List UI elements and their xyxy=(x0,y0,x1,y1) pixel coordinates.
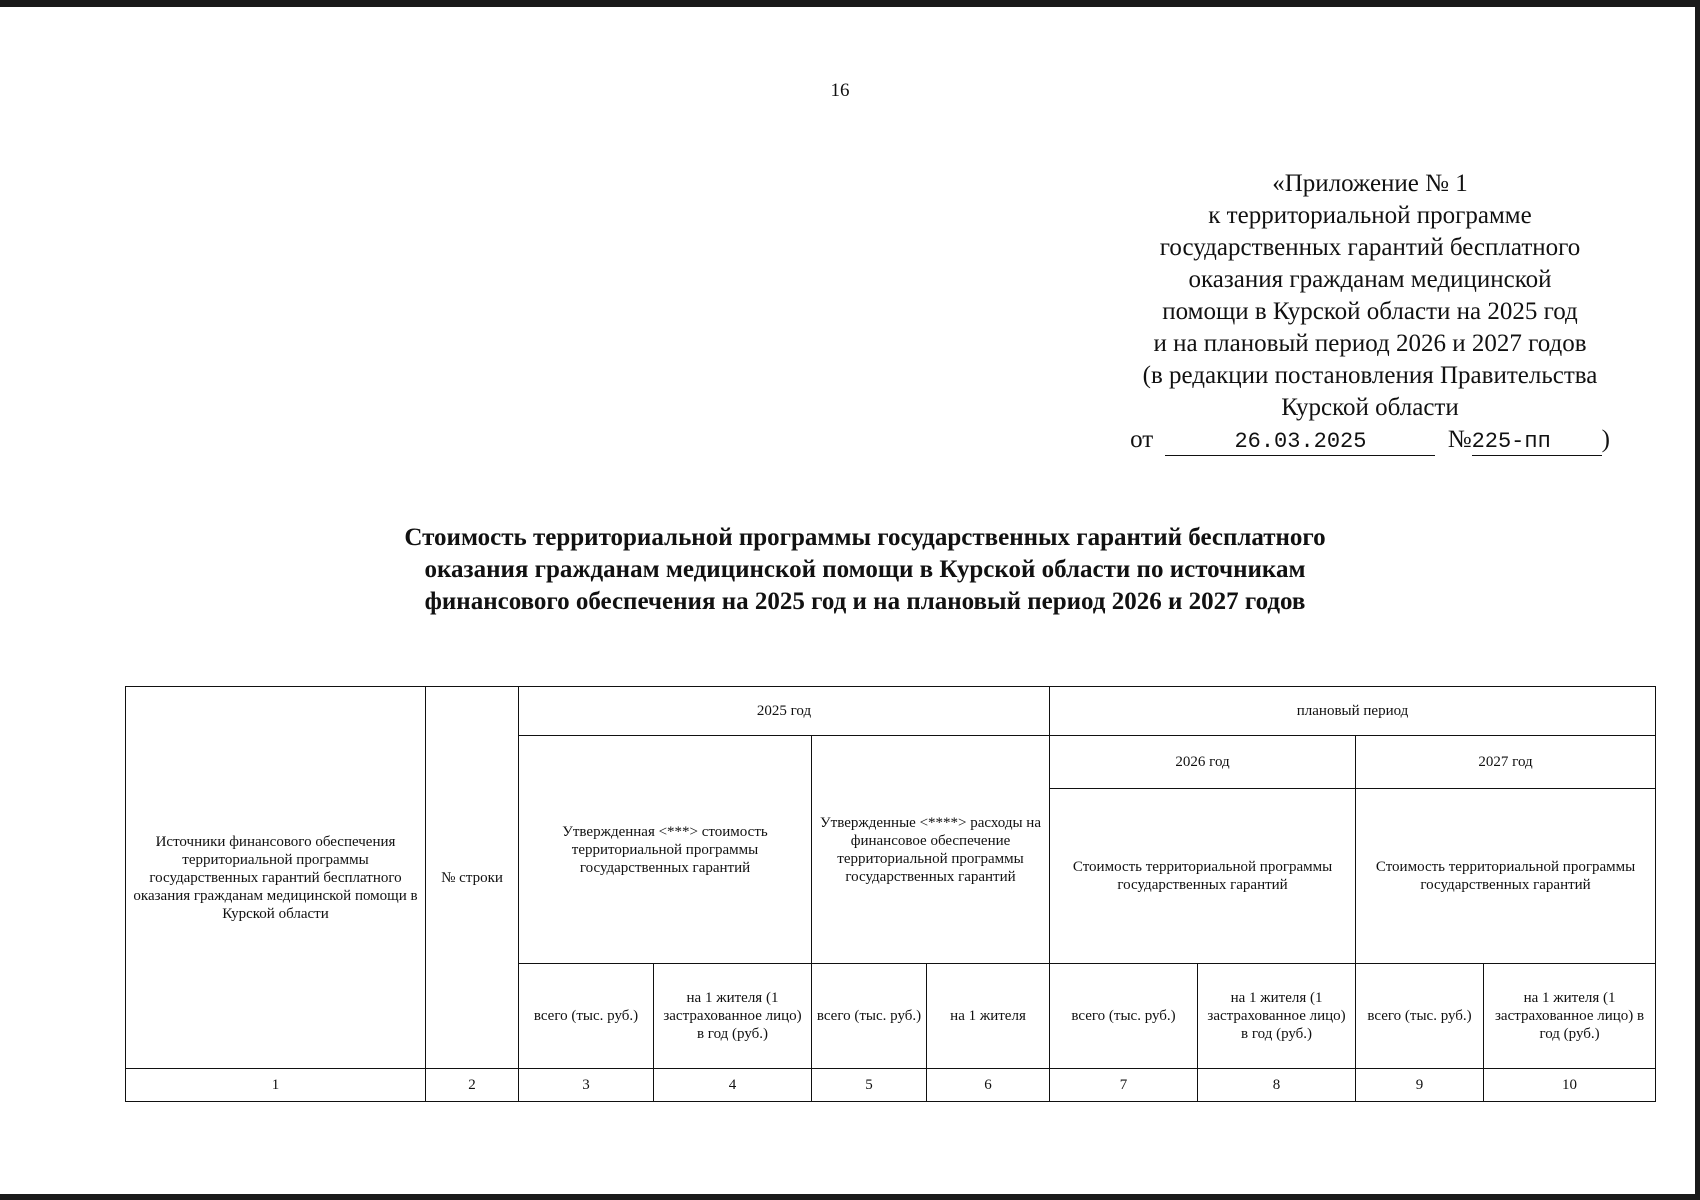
header-approved-cost: Утвержденная <***> стоимость территориальной программы государственных гарантий xyxy=(519,736,812,964)
title-line: финансового обеспечения на 2025 год и на плановый период 2026 и 2027 годов xyxy=(424,588,1306,615)
appendix-line: оказания гражданам медицинской xyxy=(1188,266,1552,293)
appendix-line: государственных гарантий бесплатного xyxy=(1159,234,1581,261)
column-number: 6 xyxy=(927,1069,1050,1102)
appendix-line: к территориальной программе xyxy=(1208,202,1532,229)
column-number: 5 xyxy=(812,1069,927,1102)
title-line: оказания гражданам медицинской помощи в Курской области по источникам xyxy=(424,556,1306,583)
header-year-2025: 2025 год xyxy=(519,687,1050,736)
appendix-header xyxy=(1080,168,1660,456)
resolution-reference-line xyxy=(1080,424,1660,456)
financing-table xyxy=(125,686,1656,1102)
number-label: № xyxy=(1447,426,1472,453)
subheader-per-capita-2027: на 1 жителя (1 застрахованное лицо) в год (руб.) xyxy=(1484,964,1656,1069)
close-paren: ) xyxy=(1601,426,1610,453)
column-number: 7 xyxy=(1050,1069,1198,1102)
header-cost-2027: Стоимость территориальной программы государственных гарантий xyxy=(1356,789,1656,964)
column-number: 1 xyxy=(126,1069,426,1102)
resolution-number: 225-пп xyxy=(1472,429,1602,456)
appendix-line: «Приложение № 1 xyxy=(1272,170,1468,197)
title-line: Стоимость территориальной программы государственных гарантий бесплатного xyxy=(404,524,1326,551)
subheader-total-2027: всего (тыс. руб.) xyxy=(1356,964,1484,1069)
column-number: 2 xyxy=(426,1069,519,1102)
column-number: 8 xyxy=(1198,1069,1356,1102)
subheader-total-2026: всего (тыс. руб.) xyxy=(1050,964,1198,1069)
page-number: 16 xyxy=(830,80,850,101)
column-number: 9 xyxy=(1356,1069,1484,1102)
scan-border-top xyxy=(0,0,1700,7)
subheader-per-capita-expenses: на 1 жителя xyxy=(927,964,1050,1069)
header-year-2027: 2027 год xyxy=(1356,736,1656,789)
scan-border-bottom xyxy=(0,1194,1700,1200)
subheader-per-capita-2025: на 1 жителя (1 застрахованное лицо) в год (руб.) xyxy=(654,964,812,1069)
resolution-date: 26.03.2025 xyxy=(1165,429,1435,456)
document-title xyxy=(300,522,1430,618)
column-number: 10 xyxy=(1484,1069,1656,1102)
subheader-total-2025: всего (тыс. руб.) xyxy=(519,964,654,1069)
appendix-line: помощи в Курской области на 2025 год xyxy=(1162,298,1578,325)
header-year-2026: 2026 год xyxy=(1050,736,1356,789)
appendix-line: (в редакции постановления Правительства xyxy=(1142,362,1598,389)
from-label: от xyxy=(1130,426,1154,453)
column-number: 3 xyxy=(519,1069,654,1102)
column-numbers-row xyxy=(126,1069,1656,1102)
subheader-per-capita-2026: на 1 жителя (1 застрахованное лицо) в год (руб.) xyxy=(1198,964,1356,1069)
column-number: 4 xyxy=(654,1069,812,1102)
appendix-line: и на плановый период 2026 и 2027 годов xyxy=(1153,330,1587,357)
appendix-line: Курской области xyxy=(1281,394,1459,421)
header-cost-2026: Стоимость территориальной программы государственных гарантий xyxy=(1050,789,1356,964)
header-approved-expenses: Утвержденные <****> расходы на финансовое обеспечение территориальной программы государственных гарантий xyxy=(812,736,1050,964)
subheader-total-expenses: всего (тыс. руб.) xyxy=(812,964,927,1069)
header-row-number: № строки xyxy=(426,687,519,1069)
header-planned-period: плановый период xyxy=(1050,687,1656,736)
scan-border-right xyxy=(1695,0,1700,1200)
header-sources: Источники финансового обеспечения территориальной программы государственных гарантий бесплатного оказания гражданам медицинской помощи в Курской области xyxy=(126,687,426,1069)
